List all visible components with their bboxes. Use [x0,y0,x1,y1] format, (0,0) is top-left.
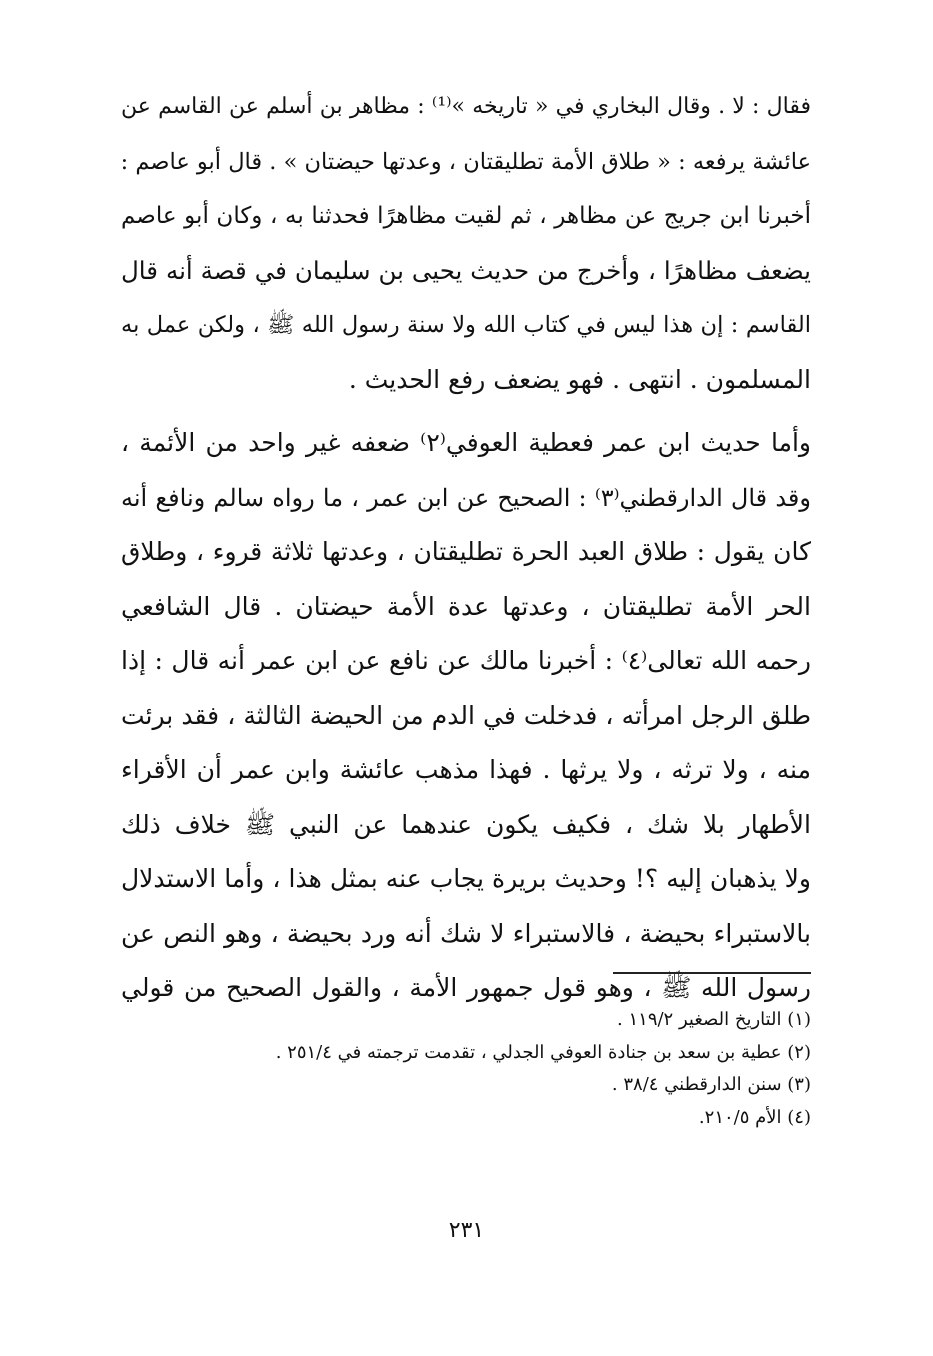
text-line: الأطهار بلا شك ، فكيف يكون عندهما عن النبي ﷺ خلاف ذلك [121,809,811,839]
text-line: وقد قال الدارقطني⁽٣⁾ : الصحيح عن ابن عمر ، ما رواه سالم ونافع أنه [121,483,811,512]
page-number: ٢٣١ [448,1218,485,1243]
paragraph-2 [121,416,811,1016]
text-line: رسول الله ﷺ ، وهو قول جمهور الأمة ، والقول الصحيح من قولي [121,973,811,1002]
text-line: بالاستبراء بحيضة ، فالاستبراء لا شك أنه ورد بحيضة ، وهو النص عن [121,918,811,948]
text-line: كان يقول : طلاق العبد الحرة تطليقتان ، وعدتها ثلاثة قروء ، وطلاق [121,537,811,566]
text-line: أخبرنا ابن جريج عن مظاهر ، ثم لقيت مظاهرًا فحدثنا به ، وكان أبو عاصم [121,203,811,229]
main-text [121,80,811,1016]
footnotes [121,1004,811,1134]
footnote-2: (٢) عطية بن سعد بن جنادة العوفي الجدلي ، تقدمت ترجمته في ٢٥١/٤ . [275,1041,811,1063]
footnote-4: (٤) الأم ٢١٠/٥. [698,1106,811,1128]
text-line: يضعف مظاهرًا ، وأخرج من حديث يحيى بن سليمان في قصة أنه قال [121,255,811,285]
text-line: طلق الرجل امرأته ، فدخلت في الدم من الحيضة الثالثة ، فقد برئت [121,700,811,730]
paragraph-1 [121,80,811,407]
text-line: منه ، ولا ترثه ، ولا يرثها . فهذا مذهب عائشة وابن عمر أن الأقراء [121,755,811,784]
text-line: القاسم : إن هذا ليس في كتاب الله ولا سنة رسول الله ﷺ ، ولكن عمل به [121,312,811,338]
text-line: رحمه الله تعالى⁽٤⁾ : أخبرنا مالك عن نافع عن ابن عمر أنه قال : إذا [121,646,812,675]
footnote-divider [613,972,811,974]
footnote-3: (٣) سنن الدارقطني ٣٨/٤ . [611,1074,811,1095]
text-line: المسلمون . انتهى . فهو يضعف رفع الحديث . [348,364,811,394]
footnote-1: (١) التاريخ الصغير ١١٩/٢ . [617,1009,811,1030]
text-line: ولا يذهبان إليه ؟! وحديث بريرة يجاب عنه بمثل هذا ، وأما الاستدلال [121,864,811,893]
text-line: الحر الأمة تطليقتان ، وعدتها عدة الأمة حيضتان . قال الشافعي [121,591,811,621]
text-line: عائشة يرفعه : « طلاق الأمة تطليقتان ، وعدتها حيضتان » . قال أبو عاصم : [120,148,811,175]
text-line: وأما حديث ابن عمر فعطية العوفي⁽٢⁾ ضعفه غير واحد من الأئمة ، [121,428,811,457]
text-line: فقال : لا . وقال البخاري في « تاريخه »⁽¹⁾ : مظاهر بن أسلم عن القاسم عن [121,94,812,119]
